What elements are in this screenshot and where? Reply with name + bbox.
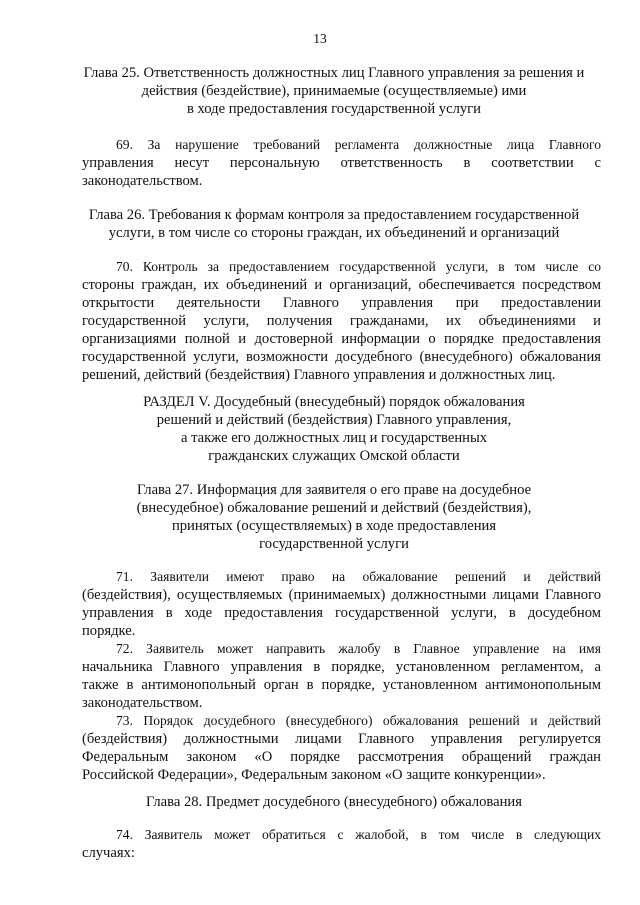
paragraph-line: открытости деятельности Главного управления при предоставлении <box>82 295 601 311</box>
paragraph-line: 74. Заявитель может обратиться с жалобой, в том числе в следующих <box>116 827 601 842</box>
paragraph-line: 69. За нарушение требований регламента должностные лица Главного <box>116 137 601 152</box>
heading-line: услуги, в том числе со стороны граждан, их объединений и организаций <box>108 225 560 241</box>
paragraph-line: государственной услуги, получения гражданами, их объединениями и <box>82 313 601 329</box>
paragraph-line: организациями полной и достоверной информации о порядке предоставления <box>82 331 601 347</box>
paragraph-line: государственной услуги, возможности досудебного (внесудебного) обжалования <box>82 349 601 365</box>
heading-line: государственной услуги <box>259 536 409 552</box>
paragraph-73 <box>82 712 601 784</box>
paragraph-line: Федеральным законом «О порядке рассмотрения обращений граждан <box>82 749 601 765</box>
paragraph-71 <box>82 568 601 640</box>
paragraph-line: (бездействия) должностными лицами Главного управления регулируется <box>82 731 601 747</box>
chapter-26-heading <box>64 206 604 242</box>
paragraph-70 <box>82 258 601 384</box>
paragraph-line: управления несут персональную ответственность в соответствии с <box>82 155 601 171</box>
paragraph-line: 71. Заявители имеют право на обжалование решений и действий <box>116 569 601 584</box>
paragraph-line: 73. Порядок досудебного (внесудебного) обжалования решений и действий <box>116 713 601 728</box>
chapter-27-heading <box>64 481 604 553</box>
paragraph-line: решений, действий (бездействия) Главного управления и должностных лиц. <box>82 367 556 383</box>
heading-line: (внесудебное) обжалование решений и действий (бездействия), <box>136 500 532 516</box>
paragraph-line: 72. Заявитель может направить жалобу в Главное управление на имя <box>116 641 601 656</box>
paragraph-74 <box>82 826 601 862</box>
heading-line: Глава 28. Предмет досудебного (внесудебного) обжалования <box>146 794 522 810</box>
heading-line: РАЗДЕЛ V. Досудебный (внесудебный) порядок обжалования <box>143 394 525 410</box>
heading-line: Глава 25. Ответственность должностных лиц Главного управления за решения и <box>83 65 585 81</box>
chapter-25-heading <box>64 64 604 118</box>
paragraph-line: (бездействия), осуществляемых (принимаемых) должностными лицами Главного <box>82 587 601 603</box>
heading-line: Глава 26. Требования к формам контроля за предоставлением государственной <box>88 207 580 223</box>
paragraph-line: законодательством. <box>82 173 203 189</box>
paragraph-line: 70. Контроль за предоставлением государственной услуги, в том числе со <box>116 259 601 274</box>
paragraph-line: начальника Главного управления в порядке, установленном регламентом, а <box>82 659 601 675</box>
paragraph-line: стороны граждан, их объединений и организаций, обеспечивается посредством <box>82 277 601 293</box>
paragraph-line: случаях: <box>82 845 135 861</box>
chapter-28-heading <box>64 793 604 811</box>
paragraph-line: порядке. <box>82 623 136 639</box>
heading-line: а также его должностных лиц и государственных <box>180 430 488 446</box>
section-5-heading <box>64 393 604 465</box>
heading-line: Глава 27. Информация для заявителя о его праве на досудебное <box>136 482 532 498</box>
paragraph-72 <box>82 640 601 712</box>
heading-line: в ходе предоставления государственной услуги <box>187 101 481 117</box>
heading-line: гражданских служащих Омской области <box>208 448 460 464</box>
paragraph-69 <box>82 136 601 190</box>
paragraph-line: Российской Федерации», Федеральным законом «О защите конкуренции». <box>82 767 546 783</box>
heading-line: решений и действий (бездействия) Главного управления, <box>156 412 512 428</box>
heading-line: принятых (осуществляемых) в ходе предоставления <box>171 518 497 534</box>
heading-line: действия (бездействие), принимаемые (осуществляемые) ими <box>141 83 527 99</box>
paragraph-line: законодательством. <box>82 695 203 711</box>
page-number: 13 <box>313 31 327 46</box>
paragraph-line: управления в ходе предоставления государственной услуги, в досудебном <box>82 605 601 621</box>
paragraph-line: также в антимонопольный орган в порядке, установленном антимонопольным <box>82 677 601 693</box>
